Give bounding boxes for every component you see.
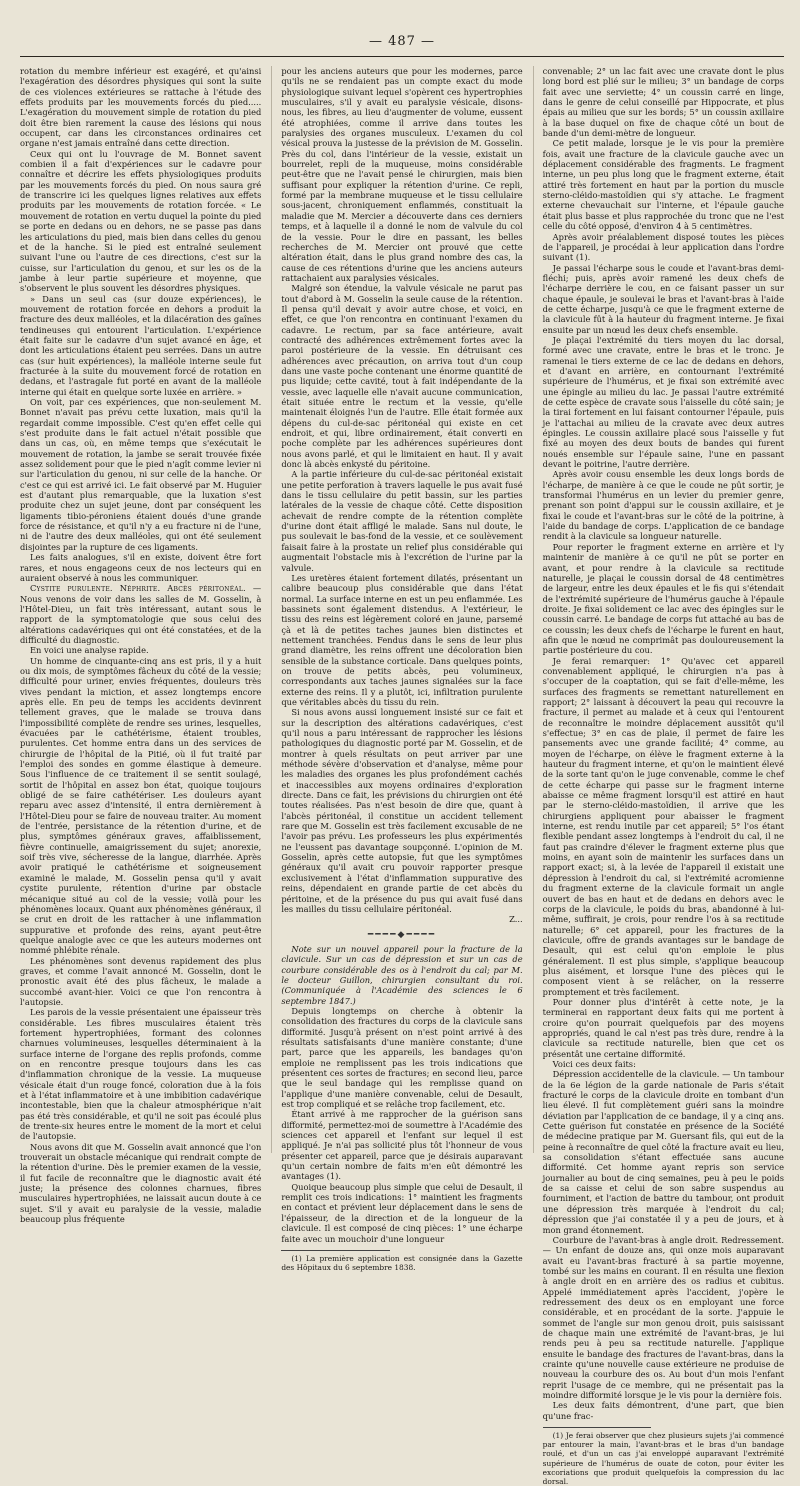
paragraph: Les uretères étaient fortement dilatés, présentant un calibre beaucoup plus considérable que dans l'état normal. La surface interne en est un peu enflammée. Les bassinets sont également distendus. A l'extérieur, le tissu des reins est légèrement coloré en jaune, parsemé çà et là de petites taches jaunes bien distinctes et nettement tranchées. Fendus dans le sens de leur plus grand diamètre, les reins offrent une décoloration bien sensible de la substance corticale. Dans quelques points, on trouve de petits abcès, peu volumineux, correspondants aux taches jaunes signalées sur la face externe des reins. Il y a plutôt, ici, infiltration purulente que véritables abcès du tissu du rein.	[281, 572, 523, 707]
paragraph: pour les anciens auteurs que pour les modernes, parce qu'ils ne se rendaient pas un compte exact du mode physiologique suivant lequel s'opèrent ces hypertrophies musculaires, s'il y avait eu paralysie vésicale, disons-nous, les fibres, au lieu d'augmenter de volume, eussent été atrophiées, comme il arrive dans toutes les paralysies des organes musculeux. L'examen du col vésical prouva la justesse de la prévision de M. Gosselin. Près du col, dans l'intérieur de la vessie, existait un bourrelet, repli de la muqueuse, moins considérable peut-être que ne l'avait pensé le chirurgien, mais bien suffisant pour expliquer la rétention d'urine. Ce repli, formé par la membrane muqueuse et le tissu cellulaire sous-jacent, chroniquement enflammés, constituait la maladie que M. Mercier a découverte dans ces derniers temps, et à laquelle il a donné le nom de valvule du col de la vessie. Pour le dire en passant, les belles recherches de M. Mercier ont prouvé que cette altération était, dans le plus grand nombre des cas, la cause de ces rétentions d'urine que les anciens auteurs rattachaient aux paralysies vésicales.	[281, 66, 523, 283]
column-3	[533, 66, 784, 1486]
paragraph: Un homme de cinquante-cinq ans est pris, il y a huit ou dix mois, de symptômes fâcheux du côté de la vessie; difficulté pour uriner, envies fréquentes, douleurs très vives pendant la miction, et assez longtemps encore après elle. En peu de temps les accidents devinrent tellement graves, que le malade se trouva dans l'impossibilité complète de rendre ses urines, lesquelles, évacuées par le cathétérisme, étaient troubles, purulentes. Cet homme entra dans un des services de chirurgie de l'hôpital de la Pitié, où il fut traité par l'emploi des sondes en gomme élastique à demeure. Sous l'influence de ce traitement il se sentit soulagé, sortit de l'hôpital en assez bon état, quoique toujours obligé de se faire cathétériser. Les douleurs ayant reparu avec assez d'intensité, il entra dernièrement à l'Hôtel-Dieu pour se faire de nouveau traiter. Au moment de l'entrée, persistance de la rétention d'urine, et de plus, symptômes généraux graves, affaiblissement, fièvre continuelle, amaigrissement du sujet; anorexie, soif très vive, sécheresse de la langue, diarrhée. Après avoir pratiqué le cathétérisme et soigneusement examiné le malade, M. Gosselin pensa qu'il y avait cystite purulente, rétention d'urine par obstacle mécanique situé au col de la vessie; voilà pour les phénomènes locaux. Quant aux phénomènes généraux, il se crut en droit de les rattacher à une inflammation suppurative et profonde des reins, ayant peut-être quelque analogie avec ce que les auteurs modernes ont nommé phlébite rénale.	[20, 655, 262, 956]
paragraph: Si nous avons aussi longuement insisté sur ce fait et sur la description des altérations cadavériques, c'est qu'il nous a paru intéressant de rapprocher les lésions pathologiques du diagnostic porté par M. Gosselin, et de montrer à quels résultats on peut arriver par une méthode sévère d'observation et d'analyse, même pour les maladies des organes les plus profondément cachés et inaccessibles aux moyens ordinaires d'exploration directe. Dans ce fait, les prévisions du chirurgien ont été toutes réalisées. Pas n'est besoin de dire que, quant à l'abcès péritonéal, il constitue un accident tellement rare que M. Gosselin est très facilement excusable de ne l'avoir pas prévu. Les professeurs les plus expérimentés ne l'eussent pas davantage soupçonné. L'opinion de M. Gosselin, après cette autopsie, fut que les symptômes généraux qu'il avait cru pouvoir rapporter presque exclusivement à l'état d'inflammation suppurative des reins, dépendaient en grande partie de cet abcès du péritoine, et de la présence du pus qui avait fusé dans les mailles du tissu cellulaire péritonéal.	[281, 707, 523, 914]
footnote-divider	[281, 1250, 390, 1251]
paragraph: Depuis longtemps on cherche à obtenir la consolidation des fractures du corps de la clavicule sans difformité. Jusqu'à présent on n'est point arrivé à des résultats satisfaisants d'une manière constante; d'une part, parce que les appareils, les bandages qu'on emploie ne remplissent pas les trois indications que présentent ces sortes de fractures; en second lieu, parce que le seul bandage qui les remplisse quand on l'applique d'une manière convenable, celui de Desault, est trop compliqué et se relâche trop facilement, etc.	[281, 1005, 523, 1110]
paragraph: convenable; 2° un lac fait avec une cravate dont le plus long bord est plié sur le milieu; 3° un bandage de corps fait avec une serviette; 4° un coussin carré en linge, dans le genre de celui conseillé par Hippocrate, et plus épais au milieu que sur les bords; 5° un coussin axillaire à la base duquel on fixe de chaque côté un bout de bande d'un demi-mètre de longueur.	[542, 66, 784, 139]
paragraph: Courbure de l'avant-bras à angle droit. Redressement. — Un enfant de douze ans, qui onze mois auparavant avait eu l'avant-bras fracturé à sa partie moyenne, tombé sur les mains en courant. Il en résulta une flexion à angle droit en en arrière des os radius et cubitus. Appelé immédiatement après l'accident, j'opère le redressement des deux os en employant une force considérable, et en procédant de la sorte. J'appuie le sommet de l'angle sur mon genou droit, puis saisissant de chaque main une extrémité de l'avant-bras, je lui rends peu à peu sa rectitude naturelle. J'applique ensuite le bandage des fractures de l'avant-bras, dans la crainte qu'une nouvelle cause extérieure ne produise de nouveau la courbure des os. Au bout d'un mois l'enfant reprit l'usage de ce membre, qui ne présentait pas la moindre difformité lorsque je le vis pour la dernière fois.	[542, 1234, 784, 1400]
paragraph: Pour donner plus d'intérêt à cette note, je la terminerai en rapportant deux faits qui me portent à croire qu'on pourrait quelquefois par des moyens appropriés, quand le cal n'est pas très dure, rendre à la clavicule sa rectitude naturelle, bien que cet os présentât une certaine difformité.	[542, 996, 784, 1059]
paragraph: Nous avons dit que M. Gosselin avait annoncé que l'on trouverait un obstacle mécanique qui rendrait compte de la rétention d'urine. Dès le premier examen de la vessie, il fut facile de reconnaître que le diagnostic avait été juste; la présence des colonnes charnues, fibres musculaires hypertrophiées, ne laissait aucun doute à ce sujet. S'il y avait eu paralysie de la vessie, maladie beaucoup plus fréquente	[20, 1141, 262, 1225]
paragraph: Quoique beaucoup plus simple que celui de Desault, il remplit ces trois indications: 1° maintient les fragments en contact et prévient leur déplacement dans le sens de l'épaisseur, de la direction et de la longueur de la clavicule. Il est composé de cinq pièces: 1° une écharpe faite avec un mouchoir d'une longueur	[281, 1181, 523, 1244]
paragraph: On voit, par ces expériences, que non-seulement M. Bonnet n'avait pas prévu cette luxation, mais qu'il la regardait comme impossible. C'est qu'en effet celle qui s'est produite dans le fait actuel n'était possible que dans un cas, où, en même temps que s'exécutait le mouvement de rotation, la jambe se serait trouvée fixée assez solidement pour que le pied n'agît comme levier ni sur l'articulation du genou, ni sur celle de la hanche. Or c'est ce qui est arrivé ici. Le fait observé par M. Huguier est d'autant plus remarquable, que la luxation s'est produite chez un sujet jeune, dont par conséquent les ligaments tibio-péroniens étaient doués d'une grande force de résistance, et qu'il n'y a eu fracture ni de l'une, ni de l'autre des deux malléoles, qui ont été seulement disjointes par la rupture de ces ligaments.	[20, 397, 262, 552]
paragraph: Après avoir cousu ensemble les deux longs bords de l'écharpe, de manière à ce que le coude ne pût sortir, je transformai l'humérus en un levier du premier genre, prenant son point d'appui sur le coussin axillaire, et je fixai le coude et l'avant-bras sur le côté de la poitrine, à l'aide du bandage de corps. L'application de ce bandage rendit à la clavicule sa longueur naturelle.	[542, 469, 784, 542]
paragraph: Ce petit malade, lorsque je le vis pour la première fois, avait une fracture de la clavicule gauche avec un déplacement considérable des fragments. Le fragment interne, un peu plus long que le fragment externe, était attiré très fortement en haut par la portion du muscle sterno-cléido-mastoïdien qui s'y attache. Le fragment externe chevauchait sur l'interne, et l'épaule gauche était plus basse et plus rapprochée du tronc que ne l'est celle du côté opposé, d'environ 4 à 5 centimètres.	[542, 138, 784, 232]
page-header	[20, 32, 784, 57]
section-title: Cystite purulente. Néphrite. Abcès péritonéal. —	[30, 583, 262, 594]
paragraph: rotation du membre inférieur est exagéré, et qu'ainsi l'exagération des désordres physiques qui sont la suite de ces violences extérieures se rattache à l'étude des effets produits par les mouvements forcés du pied..... L'exagération du mouvement simple de rotation du pied doit être bien rarement la cause des lésions qui nous occupent, car dans les circonstances ordinaires cet organe n'est jamais entraîné dans cette direction.	[20, 66, 262, 149]
paragraph: En voici une analyse rapide.	[30, 645, 149, 656]
article-signature: Z...	[509, 914, 523, 925]
footnote: (1) La première application est consignée dans la Gazette des Hôpitaux du 6 septembre 1838.	[281, 1253, 523, 1273]
paragraph: Après avoir préalablement disposé toutes les pièces de l'appareil, je procédai à leur application dans l'ordre suivant (1).	[542, 231, 784, 263]
paragraph: Les parois de la vessie présentaient une épaisseur très considérable. Les fibres musculaires étaient très fortement hypertrophiées, formant des colonnes charnues volumineuses, lesquelles déterminaient à la surface interne de l'organe des replis profonds, comme on en rencontre presque toujours dans les cas d'inflammation chronique de la vessie. La muqueuse vésicale était d'un rouge foncé, coloration due à la fois et à l'état inflammatoire et à une imbibition cadavérique incontestable, bien que la chaleur atmosphérique n'ait pas été très considérable, et qu'il ne soit pas écoulé plus de trente-six heures entre le moment de la mort et celui de l'autopsie.	[20, 1007, 262, 1142]
paragraph: Les phénomènes sont devenus rapidement des plus graves, et comme l'avait annoncé M. Gosselin, dont le pronostic avait été des plus fâcheux, le malade a succombé avant-hier. Voici ce que l'on rencontra à l'autopsie.	[20, 955, 262, 1007]
page-number: — 487 —	[368, 34, 436, 49]
paragraph: » Dans un seul cas (sur douze expériences), le mouvement de rotation forcée en dehors a produit la fracture des deux malléoles, et la dilacération des gaînes tendineuses qui entourent l'articulation. L'expérience était faite sur le cadavre d'un sujet avancé en âge, et dont les articulations étaient peu serrées. Dans un autre cas (sur huit expériences), la malléole interne seule fut fracturée à la suite du mouvement forcé de rotation en dedans, et l'astragale fut porté en avant de la malléole interne qui était en quelque sorte luxée en arrière. »	[20, 293, 262, 397]
column-1	[20, 66, 262, 1225]
column-2	[271, 66, 523, 1273]
paragraph: Malgré son étendue, la valvule vésicale ne parut pas tout d'abord à M. Gosselin la seule cause de la rétention. Il pensa qu'il devait y avoir autre chose, et voici, en effet, ce que l'on rencontra en continuant l'examen du cadavre. Le rectum, par sa face antérieure, avait contracté des adhérences extrêmement fortes avec la paroi postérieure de la vessie. En détruisant ces adhérences avec précaution, on arriva tout d'un coup dans une vaste poche contenant une énorme quantité de pus liquide; cette cavité, tout à fait indépendante de la vessie, avec laquelle elle n'avait aucune communication, était située entre le rectum et la vessie, qu'elle maintenait éloignés l'un de l'autre. Elle était formée aux dépens du cul-de-sac péritonéal qui existe en cet endroit, et qui, libre ordinairement, était converti en poche complète par les adhérences supérieures dont nous avons parlé, et qui le limitaient en haut. Il y avait donc là abcès enkysté du péritoine.	[281, 283, 523, 470]
footnote-divider	[543, 1427, 652, 1428]
paragraph: Pour reporter le fragment externe en arrière et l'y maintenir de manière à ce qu'il ne pût se porter en avant, et pour rendre à la clavicule sa rectitude naturelle, je plaçai le coussin dorsal de 48 centimètres de largeur, entre les deux épaules et le fis qui s'étendait de l'extrémité supérieure de l'humérus gauche à l'épaule droite. Je fixai solidement ce lac avec des épingles sur le coussin carré. Le bandage de corps fut attaché au bas de ce coussin; les deux chefs de l'écharpe le furent en haut, afin que le nœud ne comprimât pas douloureusement la partie postérieure du cou.	[542, 541, 784, 656]
paragraph: Je plaçai l'extrémité du tiers moyen du lac dorsal, formé avec une cravate, entre le bras et le tronc. Je ramenai le tiers externe de ce lac de dedans en dehors, et d'avant en arrière, en contournant l'extrémité supérieure de l'humérus, et je fixai son extrémité avec une épingle au milieu du lac. Je passai l'autre extrémité de cette espèce de cravate sous l'aisselle du côté sain; je la tirai fortement en lui faisant contourner l'épaule, puis je l'attachai au milieu de la cravate avec deux autres épingles. Le coussin axillaire placé sous l'aisselle y fut fixé au moyen des deux bouts de bandes qui furent noués ensemble sur l'épaule saine, l'une en passant devant le poitrine, l'autre derrière.	[542, 334, 784, 470]
ornamental-separator: ━━━━◆━━━━	[367, 929, 437, 940]
paragraph: Dépression accidentelle de la clavicule. — Un tambour de la 6e légion de la garde nationale de Paris s'était fracturé le corps de la clavicule droite en tombant d'un lieu élevé. Il fut complètement guéri sans la moindre déviation par l'application de ce bandage, il y a cinq ans. Cette guérison fut constatée en présence de la Société de médecine pratique par M. Guersant fils, qui eut de la peine à reconnaître de quel côté la fracture avait eu lieu, sa consolidation s'étant effectuée sans aucune difformité. Cet homme ayant repris son service journalier au bout de cinq semaines, peu à peu le poids de sa caisse et celui de son sabre suspendus au fourniment, et l'action de battre du tambour, ont produit une dépression très marquée à l'endroit du cal; dépression que j'ai constatée il y a peu de jours, et à mon grand étonnement.	[542, 1069, 784, 1235]
footnote: (1) Je ferai observer que chez plusieurs sujets j'ai commencé par entourer la main, l'avant-bras et le bras d'un bandage roulé, et d'un un cas j'ai enveloppé auparavant l'extrémité supérieure de l'humérus de ouate de coton, pour éviter les excoriations que produit quelquefois la compression du lac dorsal.	[542, 1431, 784, 1486]
note-title: Note sur un nouvel appareil pour la fracture de la clavicule. Sur un cas de dépression et sur un cas de courbure considérable des os à l'endroit du cal; par M. le docteur Guillon, chirurgien consultant du roi. (Communiquée à l'Académie des sciences le 6 septembre 1847.)	[281, 943, 523, 1006]
section-heading-paragraph	[20, 583, 261, 645]
paragraph: Les faits analogues, s'il en existe, doivent être fort rares, et nous engageons ceux de nos lecteurs qui en auraient observé à nous les communiquer.	[20, 552, 262, 583]
paragraph: Les deux faits démontrent, d'une part, que bien qu'une frac-	[542, 1400, 784, 1421]
paragraph: Ceux qui ont lu l'ouvrage de M. Bonnet savent combien il a fait d'expériences sur le cadavre pour connaître et décrire les effets physiologiques produits par les mouvements forcés du pied. On nous saura gré de transcrire ici les quelques lignes relatives aux effets produits par les mouvements de rotation forcée. « Le mouvement de rotation en vertu duquel la pointe du pied se porte en dedans ou en dehors, ne se passe pas dans les articulations du pied, mais bien dans celles du genou et de la hanche. Si le pied est entraîné seulement suivant l'une ou l'autre de ces directions, c'est sur la cuisse, sur l'articulation du genou, et sur les os de la jambe à leur partie supérieure et moyenne, que s'observent le plus souvent les désordres physiques.	[20, 148, 262, 294]
columns	[20, 66, 784, 1486]
paragraph: Voici ces deux faits:	[552, 1059, 636, 1069]
paragraph: Je ferai remarquer: 1° Qu'avec cet appareil convenablement appliqué, le chirurgien n'a pas à s'occuper de la coaptation, qui se fait d'elle-même, les surfaces des fragments se remettant naturellement en rapport; 2° laissant à découvert la peau qui recouvre la fracture, il permet au malade et à ceux qui l'entourent de reconnaître le moindre déplacement aussitôt qu'il s'effectue; 3° en cas de plaie, il permet de faire les pansements avec une grande facilité; 4° comme, au moyen de l'écharpe, on élève le fragment externe à la hauteur du fragment interne, et qu'on le maintient élevé de la sorte tant qu'on le juge convenable, comme le chef de cette écharpe qui passe sur le fragment interne abaisse ce même fragment lorsqu'il est attiré en haut par le sterno-cléido-mastoïdien, il arrive que les chirurgiens appliquent pour abaisser le fragment interne, est rendu inutile par cet appareil; 5° l'os étant flexible pendant assez longtemps à l'endroit du cal, il ne faut pas craindre d'élever le fragment externe plus que moins, en ayant soin de maintenir les surfaces dans un rapport exact; si, à la levée de l'appareil il existait une dépression à l'endroit du cal, si l'extrémité acromienne du fragment externe de la clavicule formait un angle ouvert de bas en haut et de dedans en dehors avec le corps de la clavicule, le poids du bras, abandonné à lui-même, suffirait, je crois, pour rendre l'os à sa rectitude naturelle; 6° cet appareil, pour les fractures de la clavicule, offre de grands avantages sur le bandage de Desault, qui est celui qu'on emploie le plus généralement. Il est plus simple, s'applique beaucoup plus aisément, et lorsque l'une des pièces qui le composent vient à se relâcher, on la resserre promptement et très facilement.	[542, 655, 784, 997]
paragraph: Étant arrivé à me rapprocher de la guérison sans difformité, permettez-moi de soumettre à l'Académie des sciences cet appareil et l'enfant sur lequel il est appliqué. Je n'ai pas sollicité plus tôt l'honneur de vous présenter cet appareil, parce que je désirais auparavant qu'un certain nombre de faits m'en eût démontré les avantages (1).	[281, 1109, 523, 1182]
paragraph: Je passai l'écharpe sous le coude et l'avant-bras demi-fléchi; puis, après avoir ramené les deux chefs de l'écharpe derrière le cou, en ce faisant passer un sur chaque épaule, je soulevai le bras et l'avant-bras à l'aide de cette écharpe, jusqu'à ce que le fragment externe de la clavicule fût à la hauteur du fragment interne. Je fixai ensuite par un nœud les deux chefs ensemble.	[542, 262, 784, 335]
paragraph: A la partie inférieure du cul-de-sac péritonéal existait une petite perforation à travers laquelle le pus avait fusé dans le tissu cellulaire du petit bassin, sur les parties latérales de la vessie de chaque côté. Cette disposition achevait de rendre compte de la rétention complète d'urine dont était affligé le malade. Sans nul doute, le pus soulevait le bas-fond de la vessie, et ce soulèvement faisait faire à la prostate un relief plus considérable qui augmentait l'obstacle mis à l'excrétion de l'urine par la valvule.	[281, 469, 523, 573]
paragraph-text: Nous venons de voir dans les salles de M. Gosselin, à l'Hôtel-Dieu, un fait très intéressant, autant sous le rapport de la symptomatologie que sous celui des altérations cadavériques qui ont été constatées, et de la difficulté du diagnostic.	[20, 593, 262, 645]
